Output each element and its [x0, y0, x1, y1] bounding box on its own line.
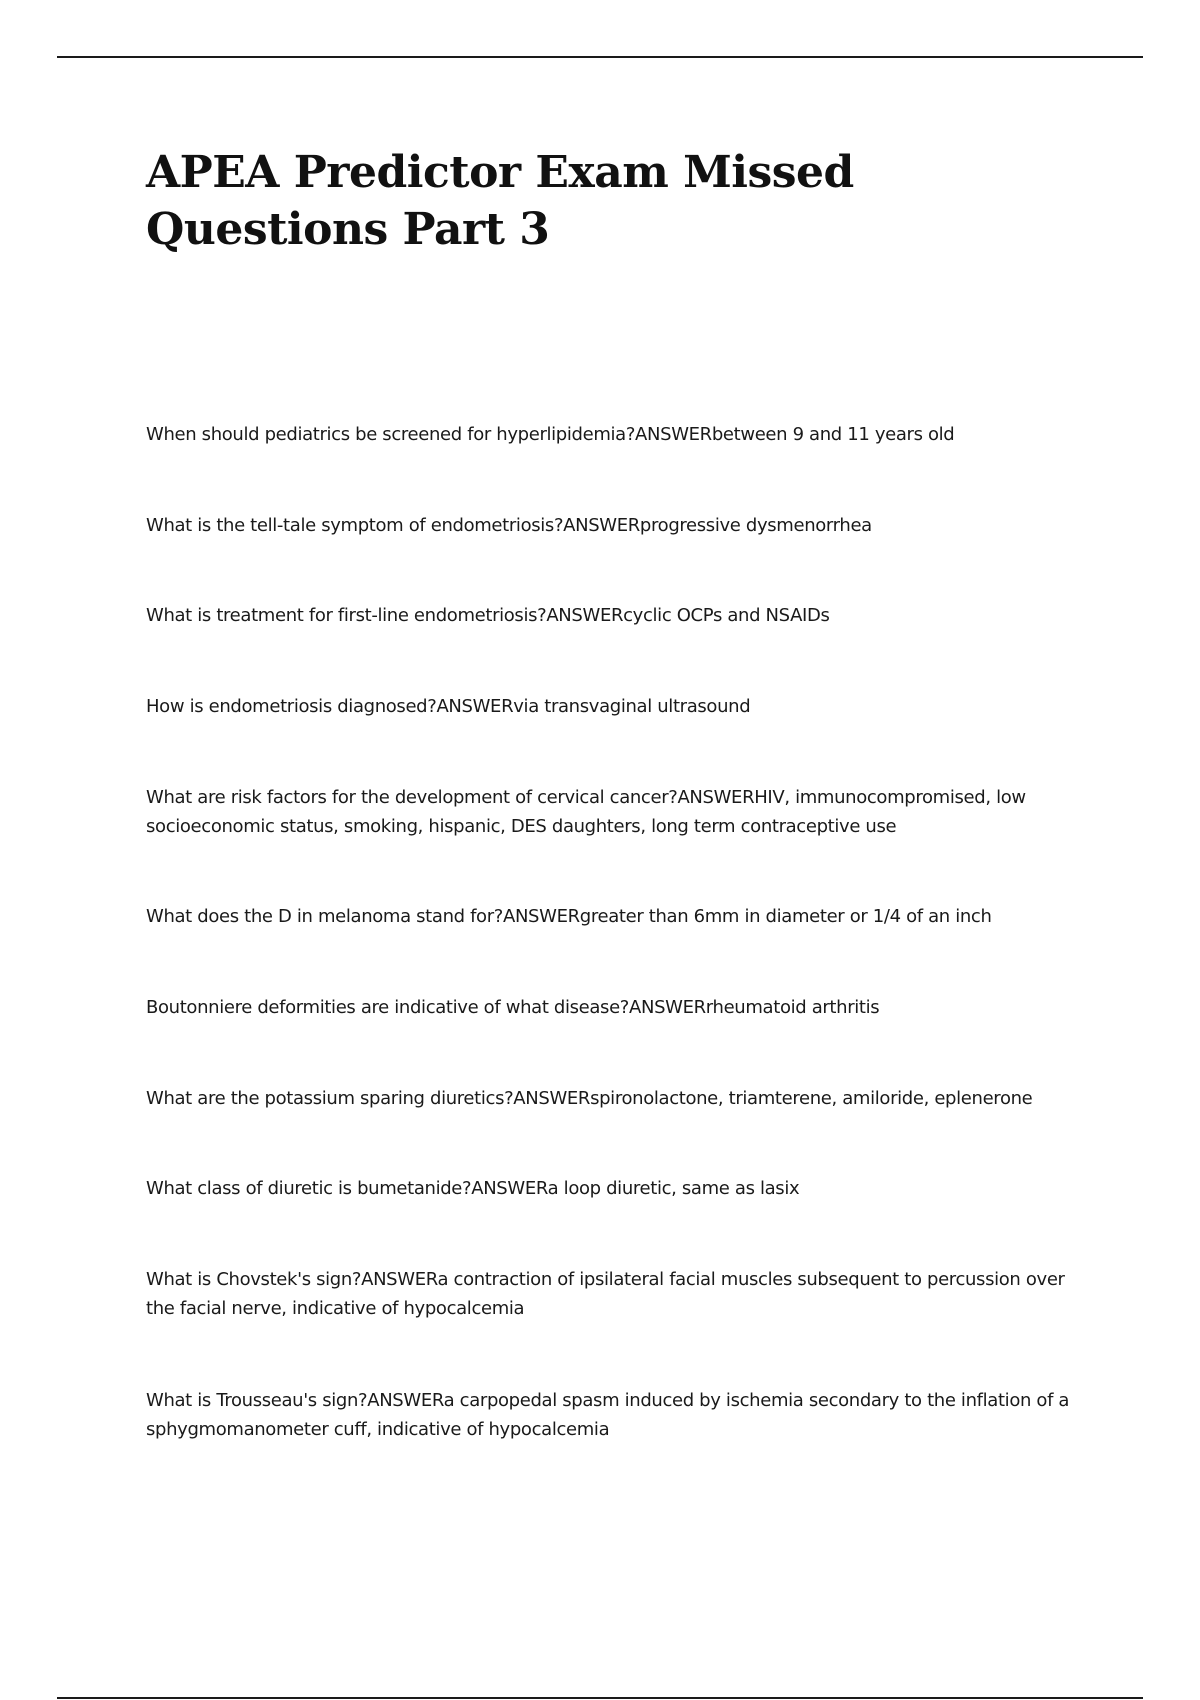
- qa-entry: When should pediatrics be screened for hyperlipidemia?ANSWERbetween 9 and 11 years old: [146, 424, 955, 445]
- qa-entry: What are risk factors for the development of cervical cancer?ANSWERHIV, immunocompromised, low socioeconomic status, smoking, hispanic, DES daughters, long term contraceptive use: [146, 787, 1026, 837]
- top-divider: [57, 56, 1143, 58]
- qa-entry: What is Chovstek's sign?ANSWERa contraction of ipsilateral facial muscles subsequent to percussion over the facial nerve, indicative of hypocalcemia: [146, 1269, 1065, 1319]
- qa-entry: What is the tell-tale symptom of endometriosis?ANSWERprogressive dysmenorrhea: [146, 515, 872, 536]
- qa-entry: What is Trousseau's sign?ANSWERa carpopedal spasm induced by ischemia secondary to the inflation of a sphygmomanometer cuff, indicative of hypocalcemia: [146, 1390, 1070, 1440]
- qa-entry: Boutonniere deformities are indicative of what disease?ANSWERrheumatoid arthritis: [146, 997, 880, 1018]
- qa-entry: What is treatment for first-line endometriosis?ANSWERcyclic OCPs and NSAIDs: [146, 605, 830, 626]
- qa-entry: What does the D in melanoma stand for?ANSWERgreater than 6mm in diameter or 1/4 of an inch: [146, 906, 992, 927]
- bottom-divider: [57, 1697, 1143, 1699]
- qa-entry: What are the potassium sparing diuretics?ANSWERspironolactone, triamterene, amiloride, eplenerone: [146, 1088, 1033, 1109]
- document-title: APEA Predictor Exam Missed Questions Part 3: [146, 147, 854, 255]
- qa-entry: How is endometriosis diagnosed?ANSWERvia transvaginal ultrasound: [146, 696, 751, 717]
- qa-entry: What class of diuretic is bumetanide?ANSWERa loop diuretic, same as lasix: [146, 1178, 800, 1199]
